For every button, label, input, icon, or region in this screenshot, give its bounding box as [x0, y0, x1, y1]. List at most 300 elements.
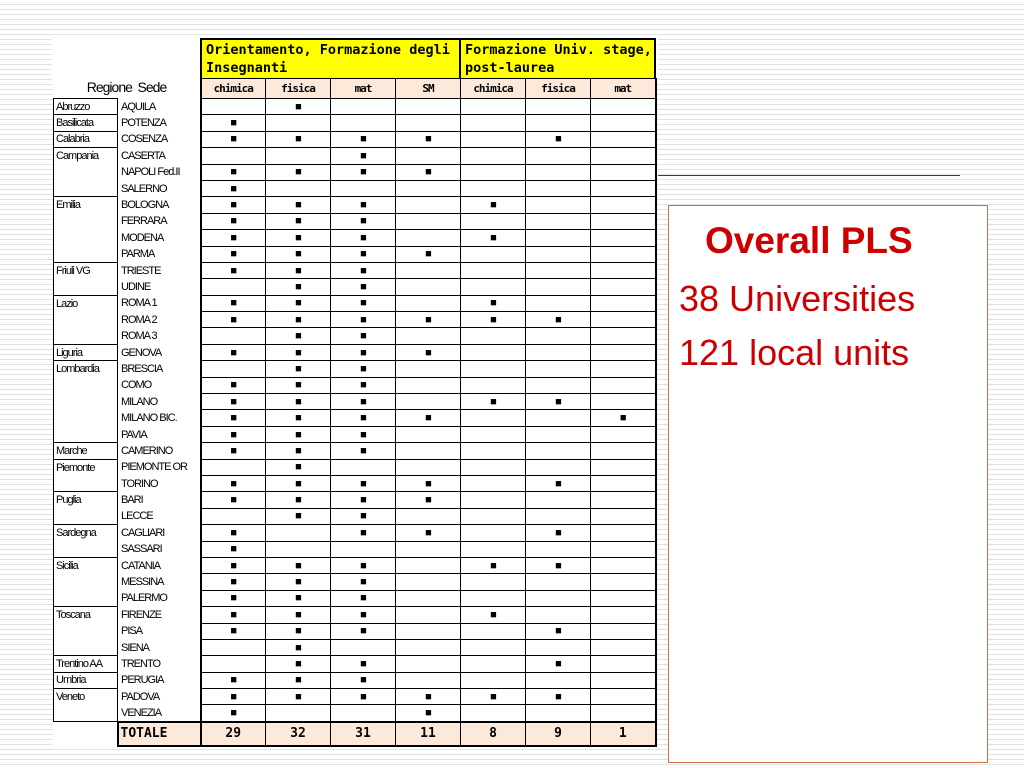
table-row — [54, 230, 656, 246]
check-mark: ■ — [266, 394, 331, 410]
empty-cell — [396, 623, 461, 639]
seat-cell: ROMA 2 — [121, 313, 157, 326]
column-labels-cell — [54, 79, 201, 99]
table-row — [54, 394, 656, 410]
empty-cell — [201, 361, 266, 377]
check-mark: ■ — [331, 197, 396, 213]
empty-cell — [526, 508, 591, 524]
empty-cell — [526, 459, 591, 475]
seat-cell: PIEMONTE OR — [121, 461, 188, 474]
red-divider-line — [658, 175, 960, 176]
seat-cell: FERRARA — [121, 215, 167, 228]
region-cell — [54, 377, 118, 393]
check-mark: ■ — [266, 328, 331, 344]
empty-cell — [396, 197, 461, 213]
empty-cell — [461, 590, 526, 606]
check-mark: ■ — [396, 475, 461, 491]
empty-cell — [591, 459, 656, 475]
empty-cell — [396, 656, 461, 672]
check-mark: ■ — [526, 475, 591, 491]
seat-cell: VENEZIA — [121, 706, 162, 719]
seat-cell: CASERTA — [121, 149, 165, 162]
seat-cell: AQUILA — [121, 100, 156, 113]
table-row — [54, 246, 656, 262]
table-row — [54, 99, 656, 115]
table-row — [54, 656, 656, 672]
check-mark: ■ — [201, 295, 266, 311]
check-mark: ■ — [201, 443, 266, 459]
region-cell: Lazio — [54, 295, 118, 311]
empty-cell — [461, 180, 526, 196]
check-mark: ■ — [331, 689, 396, 705]
empty-cell — [591, 180, 656, 196]
empty-cell — [396, 213, 461, 229]
region-cell — [54, 508, 118, 524]
empty-cell — [591, 639, 656, 655]
empty-cell — [526, 639, 591, 655]
empty-cell — [461, 279, 526, 295]
region-cell — [54, 705, 118, 722]
empty-cell — [591, 574, 656, 590]
empty-cell — [266, 115, 331, 131]
seat-cell: CAMERINO — [121, 444, 173, 457]
check-mark: ■ — [526, 557, 591, 573]
table-row — [54, 262, 656, 278]
check-mark: ■ — [201, 590, 266, 606]
seat-cell: MILANO BIC. — [121, 412, 177, 425]
empty-cell — [591, 475, 656, 491]
check-mark: ■ — [201, 426, 266, 442]
empty-cell — [526, 574, 591, 590]
check-mark: ■ — [331, 131, 396, 147]
empty-cell — [526, 672, 591, 688]
region-cell: Piemonte — [54, 459, 118, 475]
check-mark: ■ — [461, 312, 526, 328]
subcol-sm: SM — [396, 79, 461, 99]
region-cell — [54, 541, 118, 557]
total-value: 9 — [526, 722, 591, 746]
empty-cell — [526, 148, 591, 164]
check-mark: ■ — [201, 197, 266, 213]
empty-cell — [461, 148, 526, 164]
table-row — [54, 475, 656, 491]
check-mark: ■ — [201, 115, 266, 131]
empty-cell — [591, 377, 656, 393]
empty-cell — [461, 377, 526, 393]
total-value: 1 — [591, 722, 656, 746]
check-mark: ■ — [331, 213, 396, 229]
empty-cell — [526, 541, 591, 557]
empty-cell — [526, 180, 591, 196]
region-column-label: Regione — [86, 79, 132, 96]
empty-cell — [396, 279, 461, 295]
empty-cell — [591, 312, 656, 328]
table-row — [54, 213, 656, 229]
table-row — [54, 115, 656, 131]
empty-cell — [461, 492, 526, 508]
empty-cell — [526, 99, 591, 115]
empty-cell — [461, 344, 526, 360]
check-mark: ■ — [331, 656, 396, 672]
table-row — [54, 492, 656, 508]
empty-cell — [591, 131, 656, 147]
empty-cell — [526, 197, 591, 213]
table-row — [54, 574, 656, 590]
check-mark: ■ — [266, 590, 331, 606]
check-mark: ■ — [266, 459, 331, 475]
check-mark: ■ — [266, 213, 331, 229]
empty-cell — [591, 525, 656, 541]
empty-cell — [591, 590, 656, 606]
check-mark: ■ — [266, 99, 331, 115]
check-mark: ■ — [201, 607, 266, 623]
check-mark: ■ — [331, 508, 396, 524]
check-mark: ■ — [526, 394, 591, 410]
empty-cell — [266, 525, 331, 541]
check-mark: ■ — [526, 131, 591, 147]
check-mark: ■ — [331, 443, 396, 459]
table-row — [54, 525, 656, 541]
check-mark: ■ — [526, 656, 591, 672]
table-row — [54, 312, 656, 328]
subcol-mat-2: mat — [591, 79, 656, 99]
check-mark: ■ — [396, 344, 461, 360]
empty-cell — [526, 246, 591, 262]
check-mark: ■ — [266, 656, 331, 672]
empty-cell — [461, 164, 526, 180]
check-mark: ■ — [201, 525, 266, 541]
empty-cell — [591, 492, 656, 508]
region-cell — [54, 230, 118, 246]
check-mark: ■ — [331, 164, 396, 180]
check-mark: ■ — [461, 607, 526, 623]
empty-cell — [461, 246, 526, 262]
check-mark: ■ — [396, 525, 461, 541]
region-cell: Sardegna — [54, 525, 118, 541]
check-mark: ■ — [266, 426, 331, 442]
seat-cell: TORINO — [121, 477, 158, 490]
empty-cell — [396, 394, 461, 410]
check-mark: ■ — [461, 557, 526, 573]
region-cell: Umbria — [54, 672, 118, 688]
empty-cell — [461, 656, 526, 672]
empty-cell — [526, 295, 591, 311]
check-mark: ■ — [201, 312, 266, 328]
empty-cell — [331, 639, 396, 655]
region-cell: Friuli VG — [54, 262, 118, 278]
check-mark: ■ — [201, 475, 266, 491]
empty-cell — [526, 705, 591, 722]
check-mark: ■ — [266, 689, 331, 705]
seat-cell: PISA — [121, 625, 143, 638]
empty-cell — [201, 99, 266, 115]
empty-cell — [526, 377, 591, 393]
check-mark: ■ — [201, 689, 266, 705]
check-mark: ■ — [201, 394, 266, 410]
region-cell: Lombardia — [54, 361, 118, 377]
empty-cell — [591, 164, 656, 180]
region-cell — [54, 394, 118, 410]
check-mark: ■ — [201, 344, 266, 360]
check-mark: ■ — [331, 312, 396, 328]
empty-cell — [201, 508, 266, 524]
empty-cell — [331, 115, 396, 131]
check-mark: ■ — [396, 312, 461, 328]
empty-cell — [461, 410, 526, 426]
empty-cell — [591, 508, 656, 524]
check-mark: ■ — [266, 557, 331, 573]
region-cell — [54, 574, 118, 590]
empty-cell — [396, 377, 461, 393]
seat-cell: MODENA — [121, 231, 164, 244]
check-mark: ■ — [266, 639, 331, 655]
table-row — [54, 361, 656, 377]
check-mark: ■ — [396, 689, 461, 705]
check-mark: ■ — [201, 557, 266, 573]
check-mark: ■ — [331, 246, 396, 262]
empty-cell — [591, 557, 656, 573]
empty-cell — [396, 590, 461, 606]
check-mark: ■ — [396, 164, 461, 180]
check-mark: ■ — [201, 705, 266, 722]
empty-cell — [461, 639, 526, 655]
seat-cell: PERUGIA — [121, 674, 164, 687]
empty-cell — [461, 525, 526, 541]
check-mark: ■ — [396, 492, 461, 508]
check-mark: ■ — [331, 426, 396, 442]
subcolumn-header-row — [54, 79, 656, 99]
empty-cell — [591, 689, 656, 705]
empty-cell — [396, 574, 461, 590]
region-cell — [54, 180, 118, 196]
region-cell — [54, 312, 118, 328]
check-mark: ■ — [461, 295, 526, 311]
empty-cell — [396, 180, 461, 196]
check-mark: ■ — [331, 623, 396, 639]
check-mark: ■ — [266, 508, 331, 524]
check-mark: ■ — [201, 541, 266, 557]
empty-cell — [396, 541, 461, 557]
table-row — [54, 164, 656, 180]
region-cell: Abruzzo — [54, 99, 118, 115]
empty-cell — [266, 148, 331, 164]
check-mark: ■ — [331, 279, 396, 295]
summary-box — [668, 205, 988, 763]
region-cell: Trentino AA — [54, 656, 118, 672]
table-row — [54, 410, 656, 426]
total-value: 29 — [201, 722, 266, 746]
check-mark: ■ — [331, 295, 396, 311]
empty-cell — [526, 279, 591, 295]
check-mark: ■ — [266, 312, 331, 328]
subcol-mat-1: mat — [331, 79, 396, 99]
seat-cell: FIRENZE — [121, 608, 162, 621]
seat-column-label: Sede — [137, 79, 167, 96]
empty-cell — [526, 164, 591, 180]
check-mark: ■ — [331, 394, 396, 410]
subcol-chimica-2: chimica — [461, 79, 526, 99]
empty-cell — [461, 574, 526, 590]
region-cell — [54, 590, 118, 606]
empty-cell — [461, 541, 526, 557]
check-mark: ■ — [526, 689, 591, 705]
check-mark: ■ — [526, 525, 591, 541]
empty-cell — [526, 410, 591, 426]
empty-cell — [591, 295, 656, 311]
local-units-count: 121 local units — [679, 332, 910, 373]
header-group-teacher-training: Orientamento, Formazione degli Insegnanti — [200, 38, 462, 80]
seat-cell: PALERMO — [121, 592, 167, 605]
empty-cell — [201, 148, 266, 164]
region-cell — [54, 213, 118, 229]
region-cell: Marche — [54, 443, 118, 459]
total-value: 32 — [266, 722, 331, 746]
empty-cell — [461, 131, 526, 147]
empty-cell — [461, 213, 526, 229]
table-row — [54, 148, 656, 164]
seat-cell: PARMA — [121, 248, 155, 261]
empty-cell — [396, 607, 461, 623]
empty-cell — [591, 328, 656, 344]
check-mark: ■ — [461, 230, 526, 246]
check-mark: ■ — [266, 246, 331, 262]
check-mark: ■ — [266, 164, 331, 180]
check-mark: ■ — [266, 574, 331, 590]
check-mark: ■ — [331, 328, 396, 344]
check-mark: ■ — [266, 410, 331, 426]
empty-cell — [526, 492, 591, 508]
seat-cell: TRENTO — [121, 657, 161, 670]
seat-cell: BARI — [121, 494, 143, 507]
empty-cell — [591, 148, 656, 164]
check-mark: ■ — [266, 475, 331, 491]
seat-cell: COMO — [121, 379, 152, 392]
check-mark: ■ — [331, 590, 396, 606]
empty-cell — [461, 475, 526, 491]
empty-cell — [591, 394, 656, 410]
header-group-university-training: Formazione Univ. stage, post-laurea — [459, 38, 656, 80]
seat-cell: POTENZA — [121, 117, 166, 130]
check-mark: ■ — [396, 410, 461, 426]
region-cell — [54, 410, 118, 426]
empty-cell — [526, 426, 591, 442]
empty-cell — [591, 361, 656, 377]
check-mark: ■ — [266, 279, 331, 295]
check-mark: ■ — [461, 689, 526, 705]
empty-cell — [591, 426, 656, 442]
seat-cell: SASSARI — [121, 543, 162, 556]
table-row — [54, 508, 656, 524]
empty-cell — [331, 459, 396, 475]
seat-cell: MILANO — [121, 395, 158, 408]
empty-cell — [526, 230, 591, 246]
empty-cell — [201, 459, 266, 475]
empty-cell — [591, 279, 656, 295]
empty-cell — [331, 180, 396, 196]
check-mark: ■ — [331, 344, 396, 360]
check-mark: ■ — [201, 213, 266, 229]
check-mark: ■ — [331, 262, 396, 278]
empty-cell — [396, 459, 461, 475]
empty-cell — [591, 115, 656, 131]
check-mark: ■ — [396, 131, 461, 147]
check-mark: ■ — [266, 262, 331, 278]
table-row — [54, 197, 656, 213]
seat-cell: MESSINA — [121, 576, 164, 589]
check-mark: ■ — [331, 607, 396, 623]
check-mark: ■ — [396, 246, 461, 262]
check-mark: ■ — [266, 492, 331, 508]
check-mark: ■ — [331, 672, 396, 688]
empty-cell — [591, 705, 656, 722]
table-row — [54, 672, 656, 688]
empty-cell — [526, 328, 591, 344]
empty-cell — [591, 623, 656, 639]
empty-cell — [461, 705, 526, 722]
check-mark: ■ — [201, 246, 266, 262]
check-mark: ■ — [526, 312, 591, 328]
empty-cell — [591, 443, 656, 459]
empty-cell — [591, 656, 656, 672]
seat-cell: CATANIA — [121, 559, 161, 572]
empty-cell — [331, 705, 396, 722]
seat-cell: SALERNO — [121, 182, 167, 195]
table-row — [54, 328, 656, 344]
region-cell: Toscana — [54, 607, 118, 623]
check-mark: ■ — [266, 230, 331, 246]
seat-cell: UDINE — [121, 280, 151, 293]
table-row — [54, 279, 656, 295]
empty-cell — [461, 262, 526, 278]
seat-cell: PADOVA — [121, 690, 160, 703]
empty-cell — [461, 361, 526, 377]
check-mark: ■ — [331, 492, 396, 508]
check-mark: ■ — [331, 557, 396, 573]
region-cell — [54, 623, 118, 639]
table-row — [54, 443, 656, 459]
empty-cell — [396, 115, 461, 131]
summary-title: Overall PLS — [705, 220, 913, 261]
check-mark: ■ — [266, 443, 331, 459]
empty-cell — [591, 213, 656, 229]
check-mark: ■ — [461, 197, 526, 213]
region-cell: Veneto — [54, 689, 118, 705]
table-row — [54, 590, 656, 606]
seat-cell: BOLOGNA — [121, 199, 169, 212]
region-cell: Puglia — [54, 492, 118, 508]
empty-cell — [461, 672, 526, 688]
empty-cell — [396, 426, 461, 442]
empty-cell — [396, 557, 461, 573]
table-row — [54, 344, 656, 360]
empty-cell — [591, 99, 656, 115]
totals-label: TOTALE — [118, 722, 201, 746]
check-mark: ■ — [331, 475, 396, 491]
check-mark: ■ — [201, 410, 266, 426]
table-row — [54, 541, 656, 557]
empty-cell — [591, 344, 656, 360]
check-mark: ■ — [201, 131, 266, 147]
empty-cell — [461, 443, 526, 459]
check-mark: ■ — [266, 377, 331, 393]
empty-cell — [591, 541, 656, 557]
region-cell — [54, 475, 118, 491]
empty-cell — [266, 705, 331, 722]
check-mark: ■ — [331, 377, 396, 393]
empty-cell — [396, 639, 461, 655]
empty-cell — [396, 361, 461, 377]
check-mark: ■ — [331, 230, 396, 246]
